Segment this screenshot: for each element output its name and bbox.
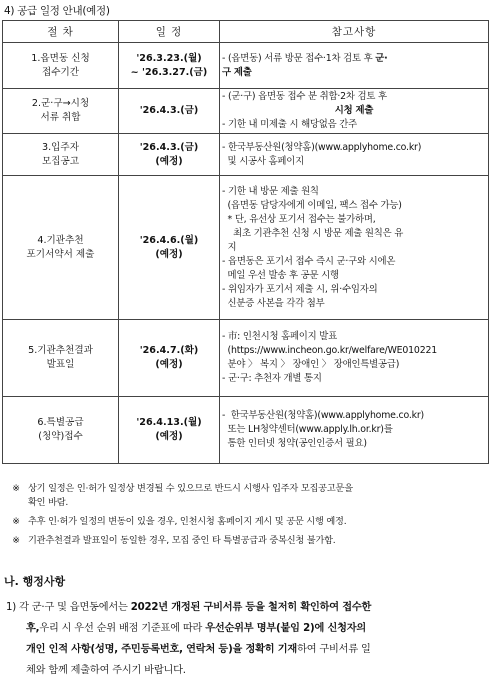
table-header-row xyxy=(3,21,489,43)
table-row xyxy=(3,176,489,320)
notes-text: 또는 LH청약센터(www.apply.lh.or.kr)를 xyxy=(222,424,393,435)
date-text: '26.4.7.(화) xyxy=(139,345,199,356)
stage-text: 6.특별공급 xyxy=(37,417,84,428)
notes-line xyxy=(222,241,486,255)
date-text: (예정) xyxy=(155,155,183,167)
table-row xyxy=(3,89,489,134)
footnote-text: 추후 인·허가 일정의 변동이 있을 경우, 인천시청 홈페이지 게시 및 공문 시행 예정. xyxy=(28,516,347,527)
paragraph-emphasis: 후, xyxy=(26,623,40,634)
date-cell xyxy=(119,43,220,89)
notes-text: - 한국부동산원(청약홈)(www.applyhome.co.kr) xyxy=(222,141,422,153)
notes-text: (https://www.incheon.go.kr/welfare/WE010221 xyxy=(222,345,437,356)
date-text: '26.4.13.(월) xyxy=(136,417,202,428)
admin-section-title: 나. 행정사항 xyxy=(4,575,66,588)
date-cell xyxy=(119,397,220,464)
date-cell xyxy=(119,89,220,134)
paragraph-line xyxy=(6,597,488,618)
notes-line xyxy=(222,409,486,423)
notes-cell xyxy=(220,320,489,397)
footnote-text: 기관추천결과 발표일이 동일한 경우, 모집 중인 타 특별공급과 중복신청 불가함. xyxy=(28,535,336,546)
table-row xyxy=(3,320,489,397)
stage-text: 접수기간 xyxy=(41,66,80,78)
notes-text: - 읍면동은 포기서 접수 즉시 군·구와 시에온 xyxy=(222,255,396,267)
paragraph-text: 1) 각 군·구 및 읍면동에서는 xyxy=(6,602,131,613)
stage-text: 서류 취합 xyxy=(40,112,81,123)
notes-text: 통한 인터넷 청약(공인인증서 필요) xyxy=(222,438,367,449)
stage-cell xyxy=(3,89,119,134)
notes-line xyxy=(222,141,486,155)
notes-emphasis: 시청 제출 xyxy=(334,105,374,116)
footnote xyxy=(4,515,488,529)
stage-text: 4.기관추천 xyxy=(37,234,84,246)
notes-line xyxy=(222,372,486,386)
notes-cell xyxy=(220,43,489,89)
notes-cell xyxy=(220,89,489,134)
paragraph-emphasis: 개인 인적 사항(성명, 주민등록번호, 연락처 등)을 정확히 기재 xyxy=(26,644,298,655)
notes-emphasis: 구 제출 xyxy=(222,66,252,78)
notes-line xyxy=(222,283,486,297)
reference-mark-icon: ※ xyxy=(12,516,20,527)
header-notes: 참고사항 xyxy=(220,21,489,43)
notes-cell xyxy=(220,176,489,320)
footnotes xyxy=(4,482,488,553)
paragraph-text: 하여 구비서류 일 xyxy=(297,644,371,655)
notes-text: - 市: 인천시청 홈페이지 발표 xyxy=(222,331,338,342)
footnote xyxy=(4,482,488,510)
footnote-text: 상기 일정은 인·허가 일정상 변경될 수 있으므로 반드시 시행사 입주자 모집공고문을 xyxy=(28,483,353,494)
notes-line xyxy=(222,118,486,132)
notes-text: - 기한 내 미제출 시 해당없음 간주 xyxy=(222,119,357,130)
notes-line xyxy=(222,344,486,358)
date-cell xyxy=(119,176,220,320)
reference-mark-icon: ※ xyxy=(12,535,20,546)
notes-line xyxy=(222,185,486,199)
date-text: '26.4.3.(금) xyxy=(139,105,199,116)
date-text: (예정) xyxy=(155,248,183,260)
paragraph-line xyxy=(6,660,488,681)
notes-cell xyxy=(220,397,489,464)
table-row xyxy=(3,134,489,176)
notes-text: - 기한 내 방문 제출 원칙 xyxy=(222,185,319,197)
paragraph-line xyxy=(6,639,488,660)
header-stage: 절 차 xyxy=(3,21,119,43)
date-text: ~ '26.3.27.(금) xyxy=(130,66,208,78)
stage-text: 5.기관추천결과 xyxy=(28,345,93,356)
notes-text: 지 xyxy=(222,241,237,253)
date-cell xyxy=(119,134,220,176)
stage-cell xyxy=(3,134,119,176)
notes-line xyxy=(222,52,486,66)
reference-mark-icon: ※ xyxy=(12,483,20,494)
stage-text: 모집공고 xyxy=(41,155,80,167)
notes-line xyxy=(222,66,486,80)
notes-line xyxy=(222,437,486,451)
notes-text: * 단, 유선상 포기서 접수는 불가하며, xyxy=(222,213,376,225)
stage-text: 3.입주자 xyxy=(42,141,79,153)
notes-line xyxy=(222,155,486,169)
notes-emphasis: 군· xyxy=(375,52,388,64)
date-text: '26.3.23.(월) xyxy=(136,52,202,64)
paragraph-line xyxy=(6,618,488,639)
notes-text: 신분증 사본을 각각 첨부 xyxy=(222,297,325,309)
stage-cell xyxy=(3,176,119,320)
notes-line xyxy=(222,269,486,283)
notes-line xyxy=(222,330,486,344)
stage-text: 2.군·구→시청 xyxy=(31,98,90,109)
notes-line xyxy=(222,297,486,311)
admin-paragraph xyxy=(6,597,488,681)
notes-line xyxy=(222,358,486,372)
table-row xyxy=(3,43,489,89)
notes-line xyxy=(222,423,486,437)
paragraph-text: 체와 함께 제출하여 주시기 바랍니다. xyxy=(26,665,186,676)
stage-cell xyxy=(3,43,119,89)
notes-line xyxy=(222,90,486,104)
notes-text: 메일 우선 발송 후 공문 시행 xyxy=(222,269,339,281)
paragraph-emphasis: 우선순위부 명부(붙임 2)에 신청자의 xyxy=(205,623,367,634)
notes-line xyxy=(222,213,486,227)
stage-cell xyxy=(3,320,119,397)
stage-text: 발표일 xyxy=(46,359,75,370)
stage-text: 포기서약서 제출 xyxy=(26,248,95,260)
notes-text: 분야 〉 복지 〉 장애인 〉 장애인특별공급) xyxy=(222,359,400,370)
notes-text: - 위임자가 포기서 제출 시, 위·수임자의 xyxy=(222,283,378,295)
footnote xyxy=(4,534,488,548)
notes-line xyxy=(222,199,486,213)
stage-cell xyxy=(3,397,119,464)
date-text: (예정) xyxy=(155,359,183,370)
table-row xyxy=(3,397,489,464)
notes-text: - (읍면동) 서류 방문 접수·1차 검토 후 xyxy=(222,52,376,64)
notes-line xyxy=(222,255,486,269)
notes-cell xyxy=(220,134,489,176)
stage-text: (청약)접수 xyxy=(38,431,83,442)
notes-text: - 한국부동산원(청약홈)(www.applyhome.co.kr) xyxy=(222,410,424,421)
stage-text: 1.읍면동 신청 xyxy=(31,52,90,64)
notes-text: - 군·구: 추천자 개별 통지 xyxy=(222,373,322,384)
schedule-table xyxy=(2,20,489,464)
date-text: '26.4.3.(금) xyxy=(139,141,199,153)
date-text: (예정) xyxy=(155,431,183,442)
section-title: 4) 공급 일정 안내(예정) xyxy=(4,5,110,17)
date-text: '26.4.6.(월) xyxy=(139,234,199,246)
paragraph-text: 우리 시 우선 순위 배점 기준표에 따라 xyxy=(39,623,206,634)
notes-text: - (군·구) 읍면동 접수 분 취합·2차 검토 후 xyxy=(222,91,387,102)
notes-line xyxy=(222,227,486,241)
notes-text: 및 시공사 홈페이지 xyxy=(222,155,304,167)
header-date: 일 정 xyxy=(119,21,220,43)
notes-text: (읍면동 담당자에게 이메일, 팩스 접수 가능) xyxy=(222,199,402,211)
date-cell xyxy=(119,320,220,397)
paragraph-emphasis: 2022년 개정된 구비서류 등을 철저히 확인하여 접수한 xyxy=(130,602,372,613)
footnote-text: 확인 바람. xyxy=(28,497,69,508)
notes-line xyxy=(222,104,486,118)
notes-text: 최초 기관추천 신청 시 방문 제출 원칙은 유 xyxy=(222,227,404,239)
